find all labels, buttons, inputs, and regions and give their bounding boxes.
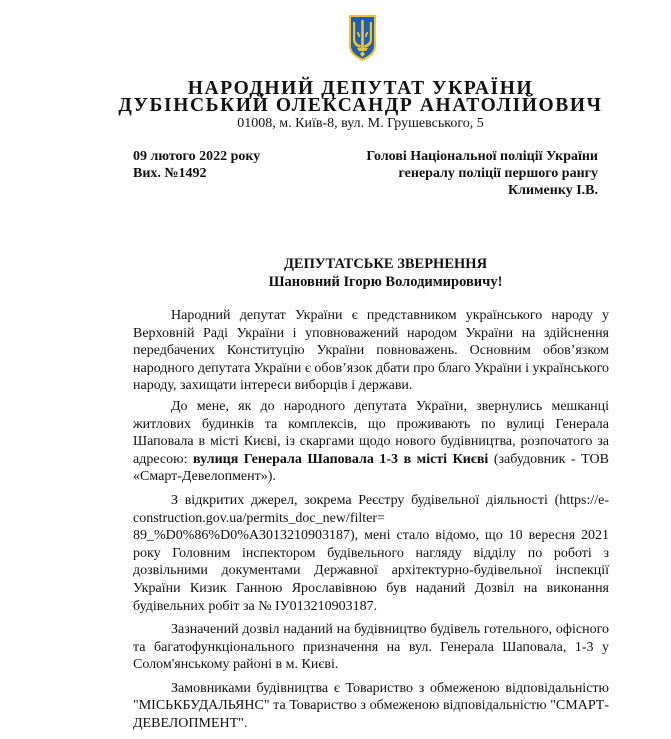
- recipient-line: Голові Національної поліції України: [366, 149, 598, 164]
- body-paragraph: Зазначений дозвіл наданий на будівництво будівель готельного, офісного та багатофункціонального призначення на вул. Генерала Шаповала, 1-3 у Солом'янському районі в м. Києві.: [133, 622, 609, 673]
- letter-body: [133, 307, 609, 739]
- deputy-title: НАРОДНИЙ ДЕПУТАТ УКРАЇНИ: [187, 78, 534, 99]
- paragraph-text: (забудовник - ТОВ «Смарт-Девелопмент»).: [133, 451, 609, 485]
- body-paragraph: Замовниками будівництва є Товариство з обмеженою відповідальністю "МІСЬКБУДАЛЬЯНС" та Товариство з обмеженою відповідальністю "СМАРТ-ДЕВЕЛОПМЕНТ".: [133, 680, 609, 732]
- recipient-line: генералу поліції першого рангу: [398, 166, 598, 181]
- document-title: ДЕПУТАТСЬКЕ ЗВЕРНЕННЯ: [283, 256, 488, 272]
- letter-meta: [133, 148, 260, 182]
- paragraph-text: До мене, як до народного депутата України, звернулись мешканці житлових будинків та комплексів, що проживають по вулиці Генерала Шаповала в місті Києві, із скаргами щодо нового будівництва, розпочатого за адресою:: [133, 398, 609, 467]
- construction-address: вулиця Генерала Шаповала 1-3 в місті Києві: [192, 451, 489, 467]
- body-paragraph: [133, 398, 609, 486]
- greeting: Шановний Ігорю Володимировичу!: [268, 274, 503, 290]
- outgoing-number: Вих. №1492: [133, 166, 207, 181]
- trident-icon: [347, 14, 378, 62]
- coat-of-arms-emblem: [347, 14, 378, 62]
- deputy-address: 01008, м. Київ-8, вул. М. Грушевського, 5: [237, 116, 484, 131]
- recipient-block: [366, 148, 598, 199]
- body-paragraph: З відкритих джерел, зокрема Реєстру будівельної діяльності (https://e-construction.gov.ua/permits_doc_new/filter= 89_%D0%86%D0%A3013210903187), мені стало відомо, що 10 вересня 2021 року Головним інспектором будівельного нагляду відділу по роботі з дозвільними документами Державної архітектурно-будівельної інспекції України Кизик Ганною Ярославівною був наданий Дозвіл на виконання будівельних робіт за № ІУ013210903187.: [133, 492, 609, 614]
- body-paragraph: Народний депутат України є представником українського народу у Верховній Раді України і уповноважений народом України на здійснення передбачених Конституцію України повноважень. Основним обов’язком народного депутата України є обов’язок дбати про благо України і українського народу, захищати інтереси виборців і держави.: [133, 308, 609, 394]
- recipient-name: Клименку І.В.: [507, 183, 598, 198]
- deputy-name: ДУБІНСЬКИЙ ОЛЕКСАНДР АНАТОЛІЙОВИЧ: [118, 95, 603, 116]
- letter-date: 09 лютого 2022 року: [133, 149, 261, 164]
